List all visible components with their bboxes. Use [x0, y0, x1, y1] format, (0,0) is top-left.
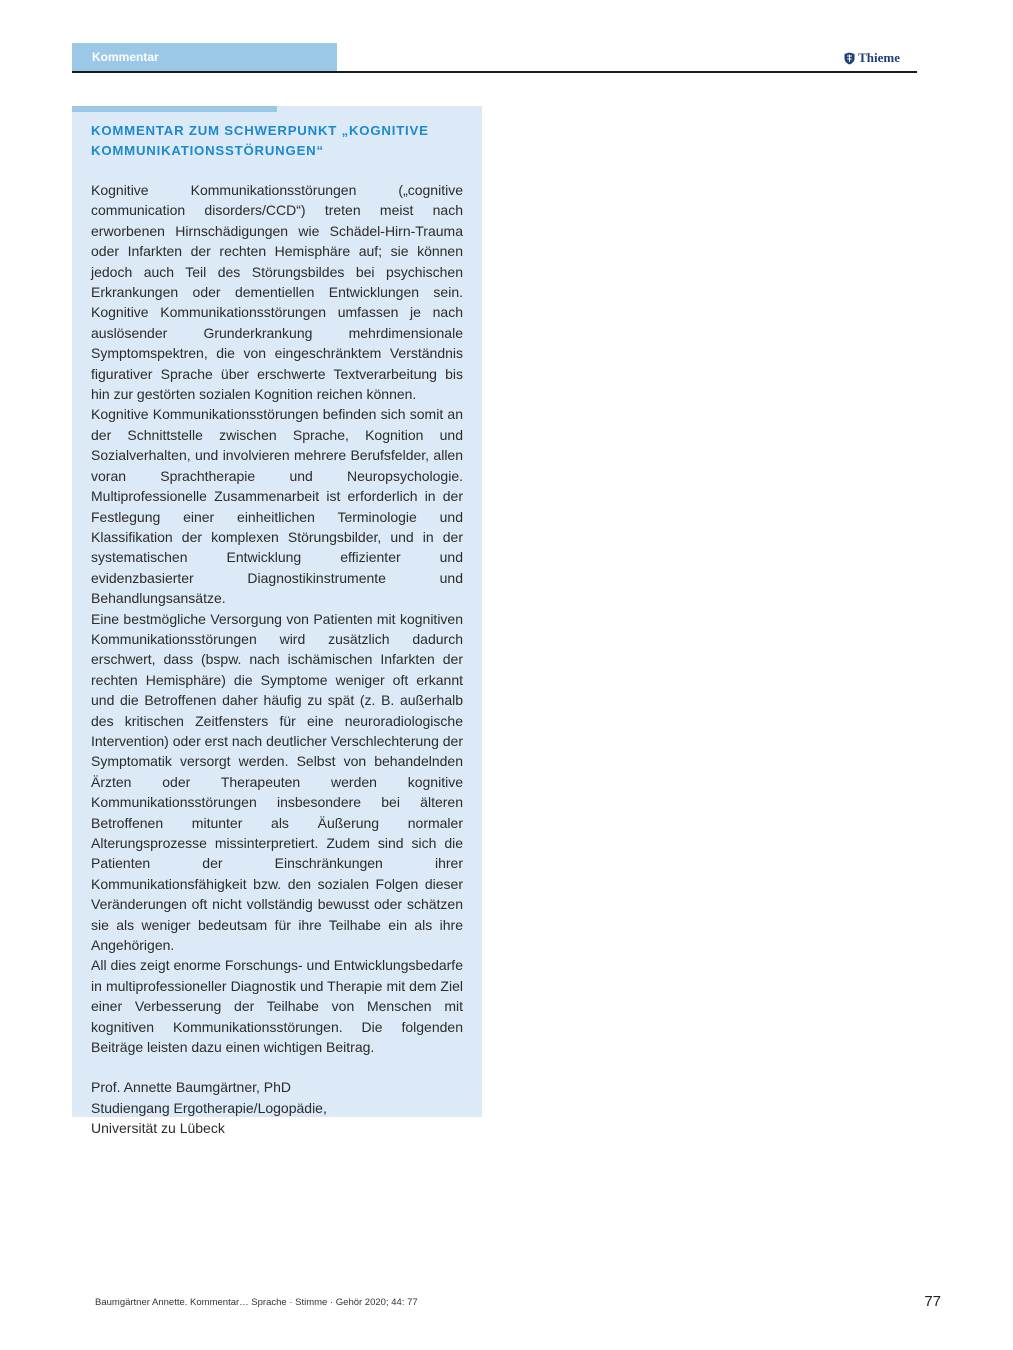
- commentary-title-line1: KOMMENTAR ZUM SCHWERPUNKT „KOGNITIVE: [91, 123, 429, 138]
- author-university: Universität zu Lübeck: [91, 1120, 225, 1137]
- publisher-logo: [844, 50, 900, 66]
- page-number: 77: [924, 1293, 941, 1310]
- author-name: Prof. Annette Baumgärtner, PhD: [91, 1079, 292, 1096]
- paragraph: All dies zeigt enorme Forschungs- und Entwicklungsbedarfe in multiprofessioneller Diagnostik und Therapie mit dem Ziel einer Verbesserung der Teilhabe von Menschen mit kognitiven Kommunikationsstörungen. Die folgenden Beiträge leisten dazu einen wichtigen Beitrag.: [91, 957, 463, 1056]
- publisher-name: Thieme: [858, 50, 900, 65]
- commentary-content: [91, 121, 463, 1139]
- box-accent-bar: [72, 106, 277, 112]
- paragraph: Kognitive Kommunikationsstörungen („cognitive communication disorders/CCD“) treten meist nach erworbenen Hirnschädigungen wie Schädel-Hirn-Trauma oder Infarkten der rechten Hemisphäre auf; sie können jedoch auch Teil des Störungsbildes bei psychischen Erkrankungen oder dementiellen Entwicklungen sein. Kognitive Kommunikationsstörungen umfassen je nach auslösender Grunderkrankung mehrdimensionale Symptomspektren, die von eingeschränktem Verständnis figurativer Sprache über erschwerte Textverarbeitung bis hin zur gestörten sozialen Kognition reichen können.: [91, 182, 463, 403]
- thieme-shield-icon: [844, 52, 855, 65]
- commentary-title: [91, 121, 463, 161]
- footer-citation: Baumgärtner Annette. Kommentar… Sprache · Stimme · Gehör 2020; 44: 77: [95, 1297, 418, 1308]
- header-rule: [72, 71, 917, 73]
- author-signature: [91, 1077, 463, 1138]
- commentary-body: [91, 180, 463, 1057]
- section-tab: [72, 43, 337, 71]
- paragraph: Eine bestmögliche Versorgung von Patienten mit kognitiven Kommunikationsstörungen wird zusätzlich dadurch erschwert, dass (bspw. nach ischämischen Infarkten der rechten Hemisphäre) die Symptome weniger oft erkannt und die Betroffenen daher häufig zu spät (z. B. außerhalb des kritischen Zeitfensters für eine neuroradiologische Intervention) oder erst nach deutlicher Verschlechterung der Symptomatik versorgt werden. Selbst von behandelnden Ärzten oder Therapeuten werden kognitive Kommunikationsstörungen insbesondere bei älteren Betroffenen mitunter als Äußerung normaler Alterungsprozesse missinterpretiert. Zudem sind sich die Patienten der Einschränkungen ihrer Kommunikationsfähigkeit bzw. den sozialen Folgen dieser Veränderungen oft nicht vollständig bewusst oder schätzen sie als weniger bedeutsam für ihre Teilhabe ein als ihre Angehörigen.: [91, 610, 463, 954]
- section-label: Kommentar: [92, 50, 159, 64]
- commentary-box: [72, 106, 482, 1137]
- commentary-title-line2: KOMMUNIKATIONSSTÖRUNGEN“: [91, 143, 324, 158]
- author-program: Studiengang Ergotherapie/Logopädie,: [91, 1099, 327, 1116]
- paragraph: Kognitive Kommunikationsstörungen befinden sich somit an der Schnittstelle zwischen Sprache, Kognition und Sozialverhalten, und involvieren mehrere Berufsfelder, allen voran Sprachtherapie und Neuropsychologie. Multiprofessionelle Zusammenarbeit ist erforderlich in der Festlegung einer einheitlichen Terminologie und Klassifikation der komplexen Störungsbilder, und in der systematischen Entwicklung effizienter und evidenzbasierter Diagnostikinstrumente und Behandlungsansätze.: [91, 406, 463, 607]
